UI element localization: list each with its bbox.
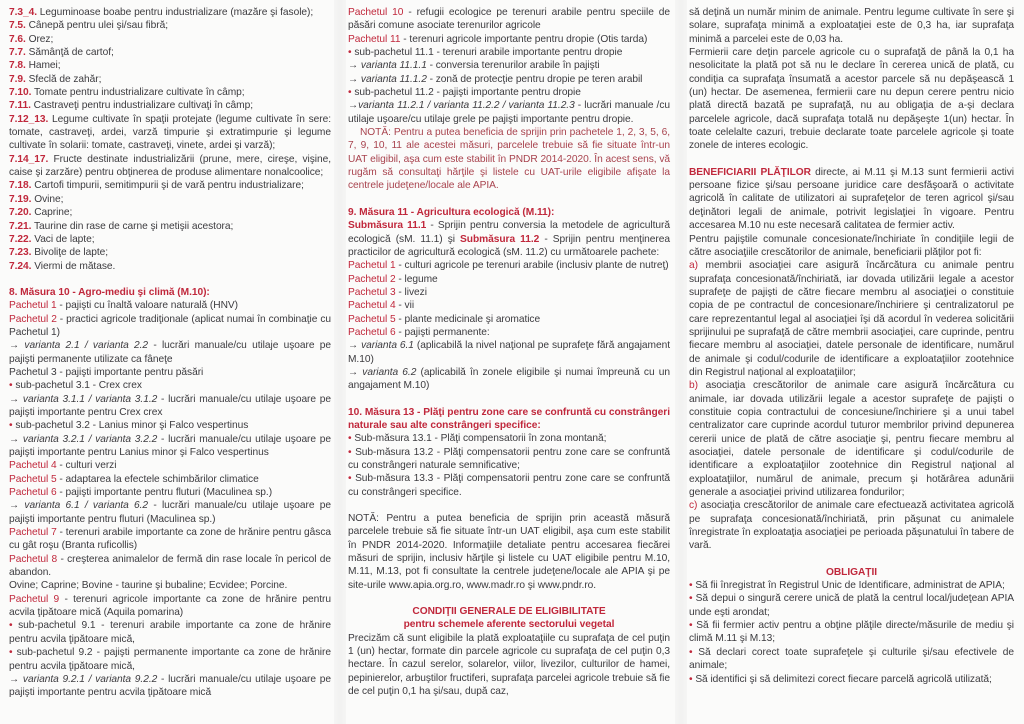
- text-run: Pachetul 5: [9, 473, 57, 485]
- text-run: •: [9, 380, 16, 392]
- highlighted-label: Submăsura 11.2: [460, 233, 540, 245]
- text-run: Pachetul 3: [348, 286, 396, 298]
- text-run: - lucrări manuale/cu utilaje uşoare pe pajişti importante pentru Lanius minor şi Falco vespertinus: [9, 433, 332, 458]
- paragraph: [9, 526, 331, 553]
- text-run: →: [348, 60, 361, 72]
- text-run: - Sprijin pentru conversia la metodele de agricultură ecologică (sM. 11.1) şi: [348, 220, 670, 245]
- paragraph: [689, 259, 1014, 379]
- text-run: Să fii fermier activ pentru a obţine plăţile directe/măsurile de mediu şi climă M.11 şi M.13;: [689, 620, 1014, 645]
- highlighted-label: 7.12_13.: [9, 113, 49, 125]
- text-run: Să declari corect toate suprafeţele şi culturile şi/sau efectivele de animale;: [689, 646, 1014, 672]
- text-run: →: [348, 73, 361, 85]
- paragraph: [348, 432, 670, 445]
- paragraph: [689, 499, 1014, 552]
- highlighted-label: 7.18.: [9, 180, 32, 192]
- variant-label: varianta 6.2: [362, 366, 417, 378]
- text-run: - refugii ecologice pe terenuri arabile pentru speciile de păsări comune asociate terenurilor agricole: [348, 7, 670, 32]
- text-run: •: [348, 47, 355, 59]
- highlighted-label: 8. Măsura 10 - Agro-mediu şi climă (M.10):: [9, 286, 210, 298]
- paragraph: [9, 6, 331, 19]
- paragraph: [348, 206, 670, 219]
- column-gutter: [675, 0, 687, 724]
- text-run: •: [348, 473, 356, 485]
- text-run: a): [689, 260, 698, 272]
- paragraph: [9, 260, 331, 273]
- paragraph: [9, 593, 331, 620]
- paragraph: [9, 379, 331, 392]
- text-run: - plante medicinale şi aromatice: [395, 313, 541, 325]
- highlighted-label: 10. Măsura 13 - Plăţi pentru zone care se confruntă cu constrângeri naturale sau alte constrângeri specifice:: [348, 406, 670, 431]
- paragraph: [9, 459, 331, 472]
- text-run: Ovine; Caprine; Bovine - taurine şi bubaline; Ecvidee; Porcine.: [9, 580, 288, 592]
- text-run: Cartofi timpurii, semitimpurii şi de vară pentru industrializare;: [31, 180, 304, 192]
- paragraph: [9, 339, 331, 366]
- column-gutter: [334, 0, 346, 724]
- text-run: - pajişti permanente:: [395, 326, 490, 338]
- text-column-2: [348, 6, 670, 699]
- paragraph: [9, 313, 331, 340]
- text-run: (aplicabilă în zonele eligibile şi numai împreună cu un angajament M.10): [348, 366, 670, 392]
- paragraph: [348, 59, 670, 72]
- paragraph: [9, 33, 331, 46]
- variant-label: varianta 6.1 / varianta 6.2: [24, 500, 149, 512]
- text-run: c): [689, 500, 698, 512]
- variant-label: varianta 9.2.1 / varianta 9.2.2: [22, 673, 158, 685]
- paragraph: [9, 99, 331, 112]
- paragraph: [348, 99, 670, 126]
- paragraph: [9, 246, 331, 259]
- paragraph: [9, 473, 331, 486]
- paragraph: [348, 366, 670, 393]
- text-run: sub-pachetul 11.1 - terenuri arabile importante pentru dropie: [354, 47, 623, 59]
- paragraph: [9, 73, 331, 86]
- section-heading: [689, 566, 1014, 579]
- text-run: Fermierii care deţin parcele agricole cu o suprafaţă de până la 0,1 ha nesolicitate la plată pot să nu le declare în cererea unică de plată, cu condiţia ca suprafaţa însumată a acestor parcele să nu depăşească 1 (un) hectar. De asemenea, fermierii care nu depun cerere pentru nicio plată directă bazată pe suprafaţă, nu au obligaţia de a-şi declara parcelele agricole, dacă suprafaţa totală nu depăşeşte 1(un) hectar. În toate celelalte cazuri, trebuie declarate toate parcelele agricole şi toate zonele de interes ecologic.: [689, 47, 1014, 152]
- paragraph: [9, 419, 331, 432]
- paragraph: [9, 499, 331, 526]
- highlighted-label: 7.14_17.: [9, 153, 49, 165]
- text-run: •: [9, 620, 19, 632]
- paragraph: [9, 179, 331, 192]
- text-run: Sub-măsura 13.2 - Plăţi compensatorii pentru zone care se confruntă cu constrângeri naturale semnificative;: [348, 446, 670, 471]
- text-run: - conversia terenurilor arabile în pajişti: [426, 60, 600, 72]
- text-run: - culturi verzi: [56, 460, 117, 472]
- text-run: Pachetul 3 - pajişti importante pentru păsări: [9, 366, 204, 378]
- paragraph-spacer: [348, 592, 670, 605]
- paragraph: [689, 379, 1014, 499]
- text-run: - livezi: [395, 286, 427, 298]
- text-run: - terenuri arabile importante ca zone de hrănire pentru gâsca cu gât roşu (Branta ruficollis): [9, 527, 331, 552]
- text-run: sub-pachetul 9.1 - terenuri arabile importante ca zone de hrănire pentru acvila ţipătoare mică,: [9, 620, 331, 645]
- text-run: •: [689, 620, 697, 632]
- highlighted-label: 7.19.: [9, 193, 32, 205]
- text-run: →: [9, 340, 25, 352]
- text-run: Castraveţi pentru industrializare cultivaţi în câmp;: [30, 100, 253, 112]
- paragraph: [9, 86, 331, 99]
- paragraph: [9, 193, 331, 206]
- text-run: Să fii înregistrat în Registrul Unic de Identificare, administrat de APIA;: [695, 580, 1005, 592]
- paragraph: [689, 673, 1014, 686]
- text-run: Vaci de lapte;: [31, 233, 95, 245]
- text-run: Ovine;: [31, 193, 64, 205]
- text-run: - lucrări manuale/cu utilaje uşoare pe pajişti importante pentru Crex crex: [9, 393, 332, 418]
- text-run: pentru schemele aferente sectorului vegetal: [403, 619, 615, 631]
- text-run: Pachetul 6: [348, 326, 396, 338]
- text-run: CONDIŢII GENERALE DE ELIGIBILITATE: [412, 606, 606, 618]
- variant-label: varianta 2.1 / varianta 2.2: [24, 340, 149, 352]
- highlighted-label: 7.8.: [9, 60, 26, 72]
- text-run: →: [348, 366, 363, 378]
- text-run: Pachetul 11: [348, 33, 401, 45]
- text-run: membrii asociaţiei care asigură încărcătura cu animale pentru suprafaţa concesionată/închiriată, iar dovada utilizării legale a acestor suprafeţe de pajişti de către fiecare membru al asociaţiei o constituie copia de pe contractul de concesionare/închiriere şi centralizatorul pe care reprezentantul legal al asociaţiei îşi dă acordul în vederea solicitării sprijinului pe suprafaţă de către membrii asociaţiei, care cuprinde, pentru fiecare membru al asociaţiei, datele personale de identificare, numărul de animale şi codul/codurile de identificare a exploataţiilor zootehnice din Registrul naţional al exploataţiilor;: [689, 260, 1014, 378]
- text-run: •: [9, 420, 16, 432]
- paragraph: [348, 86, 670, 99]
- paragraph: [348, 339, 670, 366]
- text-run: - lucrări manuale /cu utilaje uşoare/cu utilaje grele pe pajişti importante pentru dropie.: [348, 100, 670, 125]
- text-run: - terenuri agricole importante ca zone de hrănire pentru acvila ţipătoare mică (Aquila pomarina): [9, 593, 331, 619]
- text-run: Pachetul 6: [9, 487, 57, 499]
- text-run: →: [348, 100, 359, 112]
- paragraph: [9, 113, 331, 153]
- paragraph: [689, 619, 1014, 646]
- text-run: Pachetul 2: [9, 313, 57, 325]
- text-run: - Sprijin pentru menţinerea practicilor de agricultură ecologică (sM. 11.2) cu următoarele pachete:: [348, 233, 670, 258]
- text-run: Fructe destinate industrializării (prune, mere, cireşe, vişine, caise şi zarzăre) pentru obţinerea de produse alimentare nonalcoolice;: [9, 153, 331, 179]
- paragraph: [348, 512, 670, 592]
- highlighted-label: 7.6.: [9, 33, 26, 45]
- text-run: •: [689, 673, 696, 685]
- paragraph: [689, 646, 1014, 673]
- paragraph: [348, 286, 670, 299]
- paragraph: [9, 19, 331, 32]
- paragraph: [9, 673, 331, 700]
- paragraph: [348, 33, 670, 46]
- text-run: - adaptarea la efectele schimbărilor climatice: [56, 473, 259, 485]
- paragraph: [689, 579, 1014, 592]
- highlighted-label: 9. Măsura 11 - Agricultura ecologică (M.11):: [348, 206, 555, 218]
- highlighted-label: 7.24.: [9, 260, 32, 272]
- paragraph: [689, 233, 1014, 260]
- text-run: •: [689, 593, 696, 605]
- text-run: Cânepă pentru ulei şi/sau fibră;: [25, 20, 168, 32]
- paragraph-spacer: [9, 273, 331, 286]
- text-run: •: [9, 647, 17, 659]
- text-run: Precizăm că sunt eligibile la plată exploataţiile cu suprafaţa de cel puţin 1 (un) hectar, formate din parcele agricole cu suprafaţa de cel puţin 0,3 hectare. În cazul serelor, solarelor, viilor, livezilor, culturilor de hamei, pepinierelor, arbuştilor fructiferi, suprafaţa parcelei agricole trebuie să fie de cel puţin 0,1 ha şi/sau, după caz,: [348, 632, 670, 698]
- variant-label: varianta 6.1: [361, 340, 414, 352]
- paragraph: [348, 406, 670, 433]
- text-run: sub-pachetul 3.2 - Lanius minor şi Falco vespertinus: [15, 420, 249, 432]
- text-run: - lucrări manuale/cu utilaje uşoare pe pajişti importante pentru acvila ţipătoare mică: [9, 673, 332, 699]
- paragraph: [9, 286, 331, 299]
- text-run: Pachetul 1: [348, 260, 396, 272]
- highlighted-label: 7.22.: [9, 233, 32, 245]
- text-run: Pachetul 10: [348, 7, 404, 18]
- text-run: - zonă de protecţie pentru dropie pe teren arabil: [426, 73, 643, 85]
- section-heading: [348, 618, 670, 631]
- text-run: - practici agricole tradiţionale (aplicat numai în combinaţie cu Pachetul 1): [9, 313, 331, 338]
- paragraph-spacer: [348, 393, 670, 406]
- paragraph: [9, 59, 331, 72]
- text-run: Pachetul 9: [9, 593, 60, 605]
- section-heading: [348, 605, 670, 618]
- paragraph-spacer: [689, 153, 1014, 166]
- highlighted-label: 7.9.: [9, 73, 26, 85]
- paragraph: [348, 73, 670, 86]
- text-run: Taurine din rase de carne şi metişii acestora;: [31, 220, 234, 232]
- highlighted-label: 7.3_4.: [9, 7, 38, 18]
- text-run: •: [689, 646, 699, 658]
- paragraph: [9, 366, 331, 379]
- paragraph: [9, 433, 331, 460]
- text-run: NOTĂ: Pentru a putea beneficia de sprijin prin această măsură parcelele trebuie să fie situate într-un UAT eligibil, aşa cum este stabilit în PNDR 2014-2020. Informaţiile detaliate pentru accesarea fiecărei măsuri de sprijin, inclusiv hărţile şi listele cu UAT eligibile pentru M.10, M.11, M.13, pot fi consultate la centrele judeţene/locale ale APIA şi pe site-urile www.apia.org.ro, www.madr.ro şi www.pndr.ro.: [348, 513, 670, 591]
- text-run: - creşterea animalelor de fermă din rase locale în pericol de abandon.: [9, 553, 331, 579]
- paragraph: [9, 233, 331, 246]
- highlighted-label: 7.7.: [9, 47, 26, 59]
- paragraph: [348, 126, 670, 193]
- paragraph: [689, 592, 1014, 619]
- paragraph: [348, 632, 670, 699]
- paragraph: [9, 46, 331, 59]
- text-run: →: [348, 340, 362, 352]
- text-run: Caprine;: [31, 207, 73, 219]
- text-run: OBLIGAŢII: [825, 566, 878, 578]
- highlighted-label: 7.20.: [9, 207, 32, 219]
- text-run: •: [348, 87, 355, 99]
- paragraph: [348, 472, 670, 499]
- paragraph-spacer: [348, 193, 670, 206]
- paragraph: [9, 220, 331, 233]
- text-run: Leguminoase boabe pentru industrializare (mazăre şi fasole);: [37, 7, 314, 18]
- text-run: •: [348, 433, 355, 445]
- text-run: Sub-măsura 13.1 - Plăţi compensatorii în zona montană;: [354, 433, 607, 445]
- variant-label: varianta 3.2.1 / varianta 3.2.2: [22, 433, 158, 445]
- text-run: Hamei;: [25, 60, 61, 72]
- text-run: Tomate pentru industrializare cultivate în câmp;: [31, 87, 245, 99]
- text-run: Pachetul 7: [9, 527, 57, 539]
- paragraph: [348, 6, 670, 33]
- text-run: →: [9, 500, 25, 512]
- text-run: să deţină un număr minim de animale. Pentru legume cultivate în sere şi solare, suprafaţa minimă a exploataţiei este de 0,3 ha, iar suprafaţa minimă a parcelei este de 0,03 ha.: [689, 7, 1014, 45]
- text-run: - pajişti cu înaltă valoare naturală (HNV): [56, 300, 238, 312]
- text-run: Pachetul 5: [348, 313, 396, 325]
- text-run: Pachetul 4: [348, 300, 396, 312]
- text-run: →: [9, 433, 23, 445]
- paragraph: [348, 446, 670, 473]
- paragraph: [348, 273, 670, 286]
- paragraph: [689, 46, 1014, 153]
- variant-label: varianta 3.1.1 / varianta 3.1.2: [22, 393, 158, 405]
- text-run: →: [9, 393, 23, 405]
- paragraph: [348, 46, 670, 59]
- text-run: directe, ai M.11 şi M.13 sunt fermierii activi persoane fizice şi/sau persoane juridice care desfăşoară o activitate agricolă în calitate de utilizatori ai suprafeţelor de teren agricol şi/sau deţinători legali de animale, potrivit legislaţiei în vigoare. Pentru accesarea M.10 nu este necesară calitatea de fermier activ.: [689, 166, 1014, 232]
- text-run: NOTĂ: Pentru a putea beneficia de sprijin prin pachetele 1, 2, 3, 5, 6, 7, 9, 10, 11 ale acestei măsuri, parcelele trebuie să fie situate într-un UAT eligibil, aşa cum este stabilit în PNDR 2014-2020. În acest sens, vă rugăm să consultaţi hărţile şi listele cu UAT-urile eligibile afişate la centrele judeţene/locale ale APIA.: [348, 127, 670, 192]
- variant-label: varianta 11.2.1 / varianta 11.2.2 / varianta 11.2.3: [358, 100, 575, 112]
- text-column-1: [9, 6, 331, 700]
- variant-label: varianta 11.1.1: [360, 60, 427, 72]
- highlighted-label: BENEFICIARII PLĂŢILOR: [689, 166, 811, 178]
- text-run: Să identifici şi să delimitezi corect fiecare parcelă agricolă utilizată;: [695, 673, 992, 685]
- text-run: •: [689, 580, 696, 592]
- paragraph: [9, 393, 331, 420]
- text-run: Viermi de mătase.: [31, 260, 116, 272]
- highlighted-label: 7.5.: [9, 20, 26, 32]
- highlighted-label: 7.23.: [9, 247, 32, 259]
- text-run: sub-pachetul 11.2 - pajişti importante pentru dropie: [354, 87, 581, 99]
- paragraph: [9, 153, 331, 180]
- text-run: sub-pachetul 9.2 - pajişti permanente importante ca zone de hrănire pentru acvila ţipătoare mică,: [9, 647, 331, 672]
- paragraph: [9, 553, 331, 580]
- text-run: Bivoliţe de lapte;: [31, 247, 109, 259]
- text-run: - legume: [395, 273, 438, 285]
- paragraph: [348, 326, 670, 339]
- highlighted-label: 7.10.: [9, 87, 32, 99]
- text-run: (aplicabilă la nivel naţional pe suprafeţe fără angajament M.10): [348, 340, 671, 365]
- text-run: - culturi agricole pe terenuri arabile (inclusiv plante de nutreţ): [395, 260, 669, 272]
- text-run: Să depui o singură cerere unică de plată la centrul local/judeţean APIA unde eşti arondat;: [689, 593, 1014, 618]
- text-run: →: [9, 673, 23, 685]
- text-run: - lucrări manuale/cu utilaje uşoare pe pajişti permanente utilizate ca fâneţe: [9, 340, 331, 365]
- text-run: Sămânţă de cartof;: [25, 47, 114, 59]
- paragraph: [348, 259, 670, 272]
- text-run: - pajişti importante pentru fluturi (Maculinea sp.): [56, 487, 273, 499]
- text-run: Orez;: [25, 33, 54, 45]
- paragraph: [689, 6, 1014, 46]
- text-run: Pentru pajiştile comunale concesionate/închiriate în condiţiile legii de către asociaţiile crescătorilor de animale, beneficiarii plăţilor pot fi:: [689, 233, 1014, 258]
- paragraph: [9, 299, 331, 312]
- text-run: Pachetul 8: [9, 553, 58, 565]
- paragraph: [689, 166, 1014, 233]
- text-run: Pachetul 4: [9, 460, 57, 472]
- text-run: asociaţia crescătorilor de animale care efectuează activitatea agricolă pe suprafaţa concesionată/închiriată, prin păşunat cu animalele înregistrate în exploataţia asociaţiei pe perioada păşunatului în tabere de vară.: [689, 500, 1014, 552]
- variant-label: varianta 11.1.2: [360, 73, 427, 85]
- paragraph: [9, 486, 331, 499]
- highlighted-label: Submăsura 11.1: [348, 220, 427, 232]
- text-run: - lucrări manuale/cu utilaje uşoare pe pajişti importante pentru fluturi (Maculinea sp.): [9, 500, 331, 525]
- paragraph: [348, 313, 670, 326]
- text-run: Legume cultivate în spaţii protejate (legume cultivate în sere: tomate, castraveţi, ardei, varză timpurie şi extratimpurie şi legume cultivate în solarii: tomate, castraveţi, vinete, ardei şi varză);: [9, 113, 331, 152]
- text-column-3: [689, 6, 1014, 686]
- text-run: - terenuri agricole importante pentru dropie (Otis tarda): [400, 33, 648, 45]
- highlighted-label: 7.21.: [9, 220, 32, 232]
- paragraph: [348, 219, 670, 259]
- text-run: •: [348, 446, 356, 458]
- text-run: asociaţia crescătorilor de animale care asigură încărcătura cu animale, iar dovada utilizării legale a acestor suprafeţe de pajişti o constituie copia contractului de concesiune/închiriere şi a unui tabel centralizator care cuprinde acordul tuturor membrilor privind depunerea cererii unice de plată de către asociaţie şi, pentru fiecare membru al asociaţiei, datele personale de identificare şi codul/codurile de identificare a exploataţiilor zootehnice din Registrul naţional al exploataţiilor, numărul de animale, precum şi hotărârea adunării generale a asociaţiei privind utilizarea fondurilor;: [689, 380, 1014, 499]
- text-run: b): [689, 380, 698, 392]
- text-run: - vii: [395, 300, 415, 312]
- paragraph: [9, 206, 331, 219]
- text-run: Pachetul 2: [348, 273, 396, 285]
- text-run: sub-pachetul 3.1 - Crex crex: [15, 380, 142, 392]
- paragraph: [9, 619, 331, 646]
- paragraph: [9, 646, 331, 673]
- paragraph-spacer: [689, 553, 1014, 566]
- paragraph: [9, 579, 331, 592]
- paragraph: [348, 299, 670, 312]
- text-run: Sub-măsura 13.3 - Plăţi compensatorii pentru zone care se confruntă cu constrângeri specifice.: [348, 473, 670, 498]
- text-run: Pachetul 1: [9, 300, 57, 312]
- paragraph-spacer: [348, 499, 670, 512]
- text-run: Sfeclă de zahăr;: [25, 73, 102, 85]
- highlighted-label: 7.11.: [9, 100, 31, 112]
